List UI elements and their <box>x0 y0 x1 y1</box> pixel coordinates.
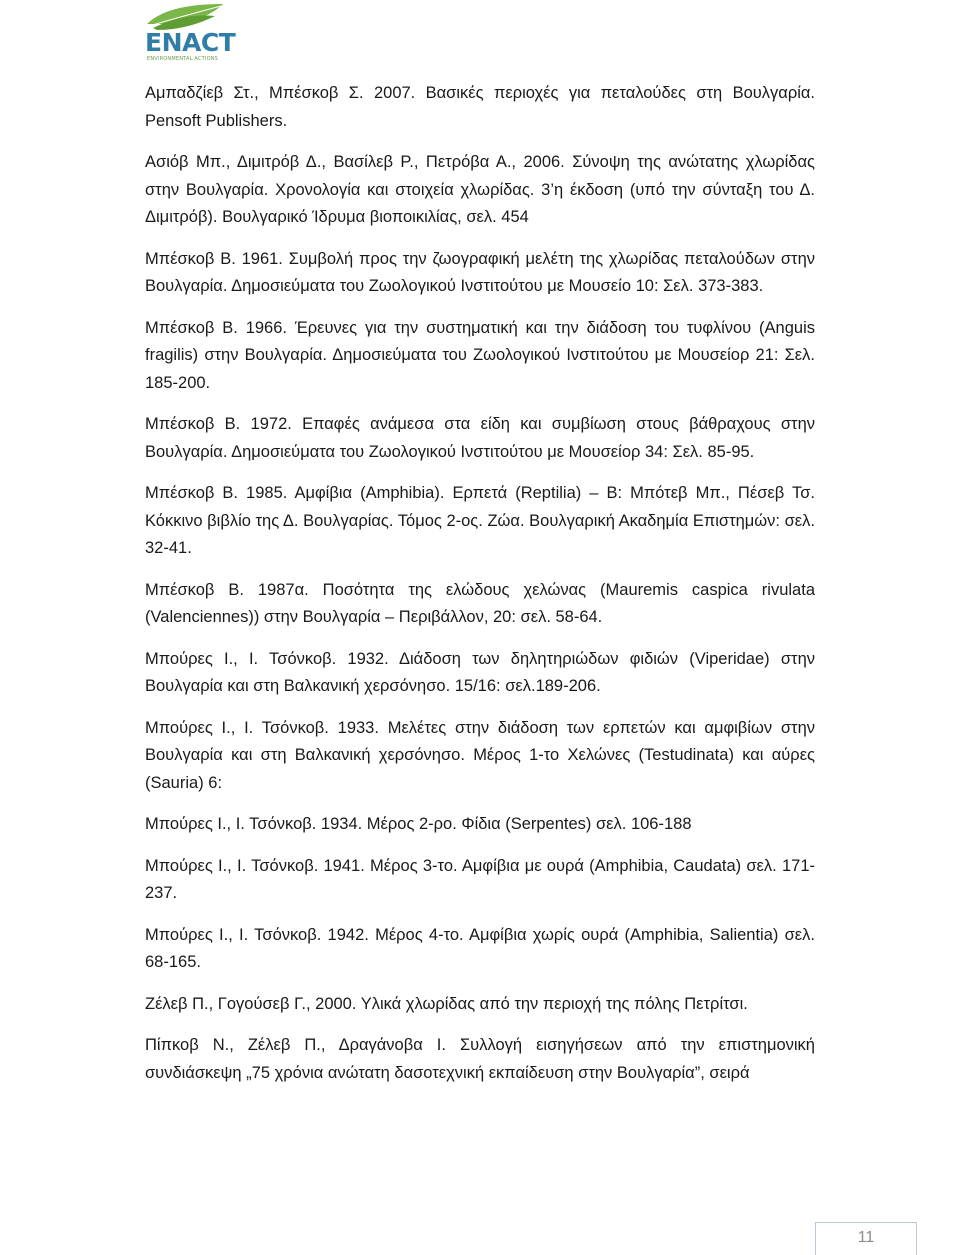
reference-item: Μπούρες Ι., Ι. Τσόνκοβ. 1934. Μέρος 2-ρο. Φίδια (Serpentes) σελ. 106-188 <box>145 815 692 833</box>
reference-item: Μπούρες Ι., Ι. Τσόνκοβ. 1941. Μέρος 3-το. Αμφίβια με ουρά (Amphibia, Caudata) σελ. 171-237. <box>145 856 815 902</box>
reference-item: Μπούρες Ι., Ι. Τσόνκοβ. 1932. Διάδοση των δηλητηριώδων φιδιών (Viperidae) στην Βουλγαρία και στη Βαλκανική χερσόνησο. 15/16: σελ.189-206. <box>145 649 815 695</box>
logo-tagline: ENVIRONMENTAL ACTIONS <box>147 56 219 62</box>
reference-item: Ασιόβ Μπ., Διμιτρόβ Δ., Βασίλεβ Ρ., Πετρόβα Α., 2006. Σύνοψη της ανώτατης χλωρίδας στην Βουλγαρία. Χρονολογία και στοιχεία χλωρίδας. 3’η έκδοση (υπό την σύνταξη του Δ. Διμιτρόβ). Βουλγαρικό Ίδρυμα βιοποικιλίας, σελ. 454 <box>145 153 815 226</box>
logo-wordmark: ENACT <box>145 28 236 57</box>
reference-item: Μπούρες Ι., Ι. Τσόνκοβ. 1933. Μελέτες στην διάδοση των ερπετών και αμφιβίων στην Βουλγαρία και στη Βαλκανική χερσόνησο. Μέρος 1-το Χελώνες (Testudinata) και αύρες (Sauria) 6: <box>145 718 815 792</box>
reference-item: Μπέσκοβ Β. 1987α. Ποσότητα της ελώδους χελώνας (Mauremis caspica rivulata (Valenciennes)) στην Βουλγαρία – Περιβάλλον, 20: σελ. 58-64. <box>145 580 815 626</box>
reference-list <box>145 80 815 1087</box>
reference-item: Ζέλεβ Π., Γογούσεβ Γ., 2000. Υλικά χλωρίδας από την περιοχή της πόλης Πετρίτσι. <box>145 994 748 1013</box>
reference-item: Αμπαδζίεβ Στ., Μπέσκοβ Σ. 2007. Βασικές περιοχές για πεταλούδες στη Βουλγαρία. Pensoft Publishers. <box>145 84 815 130</box>
page-number: 11 <box>857 1229 875 1246</box>
reference-item: Μπέσκοβ Β. 1985. Αμφίβια (Amphibia). Ερπετά (Reptilia) – Β: Μπότεβ Μπ., Πέσεβ Τσ. Κόκκινο βιβλίο της Δ. Βουλγαρίας. Τόμος 2-ος. Ζώα. Βουλγαρική Ακαδημία Επιστημών: σελ. 32-41. <box>145 484 815 557</box>
page-number-box <box>815 1222 916 1255</box>
reference-item: Μπούρες Ι., Ι. Τσόνκοβ. 1942. Μέρος 4-το. Αμφίβια χωρίς ουρά (Amphibia, Salientia) σελ. 68-165. <box>145 925 815 971</box>
reference-item: Μπέσκοβ Β. 1966. Έρευνες για την συστηματική και την διάδοση του τυφλίνου (Anguis fragilis) στην Βουλγαρία. Δημοσιεύματα του Ζωολογικού Ινστιτούτου με Μουσείορ 21: Σελ. 185-200. <box>145 318 815 392</box>
reference-item: Πίπκοβ Ν., Ζέλεβ Π., Δραγάνοβα Ι. Συλλογή εισηγήσεων από την επιστημονική συνδιάσκεψη „75 χρόνια ανώτατη δασοτεχνική εκπαίδευση στην Βουλγαρία”, σειρά <box>145 1036 815 1082</box>
reference-item: Μπέσκοβ Β. 1972. Επαφές ανάμεσα στα είδη και συμβίωση στους βάθραχους στην Βουλγαρία. Δημοσιεύματα του Ζωολογικού Ινστιτούτου με Μουσείορ 34: Σελ. 85-95. <box>145 415 815 461</box>
enact-logo <box>143 2 236 64</box>
reference-item: Μπέσκοβ Β. 1961. Συμβολή προς την ζωογραφική μελέτη της χλωρίδας πεταλούδων στην Βουλγαρία. Δημοσιεύματα του Ζωολογικού Ινστιτούτου με Μουσείο 10: Σελ. 373-383. <box>145 249 815 295</box>
